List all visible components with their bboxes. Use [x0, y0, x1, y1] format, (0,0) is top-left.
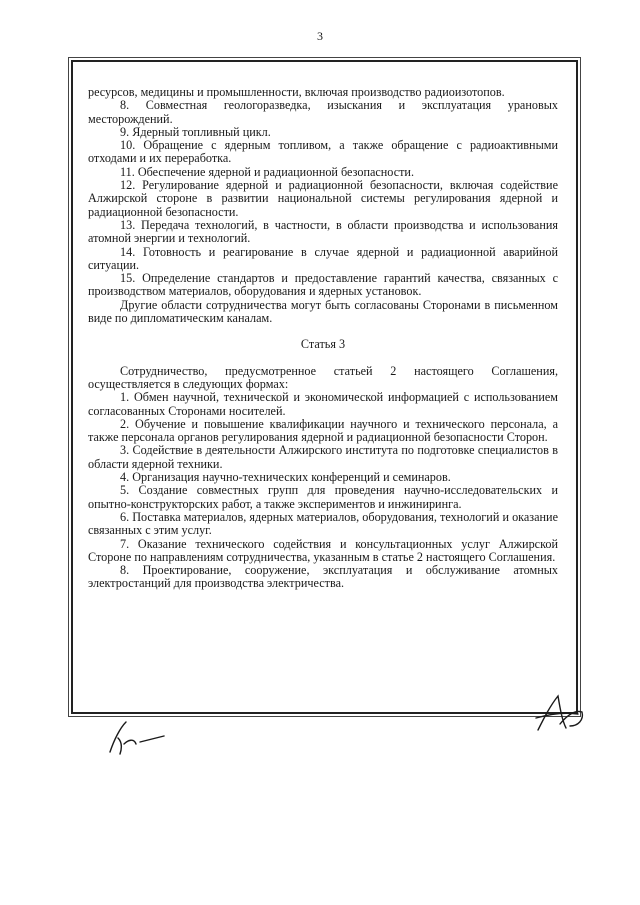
form-item-3: 3. Содействие в деятельности Алжирского института по подготовке специалистов в области ядерной техники. [88, 443, 558, 471]
page-number: 3 [317, 29, 323, 43]
paragraph-item-14: 14. Готовность и реагирование в случае ядерной и радиационной аварийной ситуации. [88, 244, 558, 272]
signature-initials-right [530, 692, 590, 736]
article-intro: Сотрудничество, предусмотренное статьей 2 настоящего Соглашения, осуществляется в следующих формах: [88, 363, 558, 391]
article-heading: Статья 3 [300, 337, 346, 352]
form-item-6: 6. Поставка материалов, ядерных материалов, оборудования, технологий и оказание связанных с этим услуг. [88, 509, 558, 538]
paragraph-item-11: 11. Обеспечение ядерной и радиационной безопасности. [120, 164, 415, 179]
form-item-1: 1. Обмен научной, технической и экономической информацией с использованием согласованных Сторонами носителей. [88, 390, 558, 418]
form-item-4: 4. Организация научно-технических конференций и семинаров. [120, 470, 451, 485]
form-item-2: 2. Обучение и повышение квалификации научного и технического персонала, а также персонала органов регулирования ядерной и радиационной безопасности Сторон. [88, 416, 558, 445]
paragraph-item-8: 8. Совместная геологоразведка, изыскания и эксплуатация урановых месторождений. [88, 98, 558, 126]
signature-initials-left [100, 718, 170, 758]
form-item-7: 7. Оказание технического содействия и консультационных услуг Алжирской Стороне по направлениям сотрудничества, указанным в статье 2 настоящего Соглашения. [88, 536, 558, 564]
paragraph-other-areas: Другие области сотрудничества могут быть согласованы Сторонами в письменном виде по дипломатическим каналам. [88, 297, 558, 326]
paragraph-item-9: 9. Ядерный топливный цикл. [120, 124, 271, 139]
paragraph-item-13: 13. Передача технологий, в частности, в области производства и использования атомной энергии и технологий. [88, 217, 558, 246]
document-body [88, 86, 558, 591]
form-item-8: 8. Проектирование, сооружение, эксплуатация и обслуживание атомных электростанций для производства электричества. [88, 563, 558, 591]
form-item-5: 5. Создание совместных групп для проведения научно-исследовательских и опытно-конструкторских работ, а также экспериментов и инжиниринга. [88, 483, 558, 511]
paragraph-item-10: 10. Обращение с ядерным топливом, а также обращение с радиоактивными отходами и их переработка. [88, 138, 558, 166]
paragraph-resources-cont: ресурсов, медицины и промышленности, включая производство радиоизотопов. [88, 85, 505, 99]
paragraph-item-12: 12. Регулирование ядерной и радиационной безопасности, включая содействие Алжирской стороне в развитии национальной системы регулирования ядерной и радиационной безопасности. [88, 178, 558, 219]
paragraph-item-15: 15. Определение стандартов и предоставление гарантий качества, связанных с производством материалов, оборудования и ядерных установок. [88, 271, 558, 299]
